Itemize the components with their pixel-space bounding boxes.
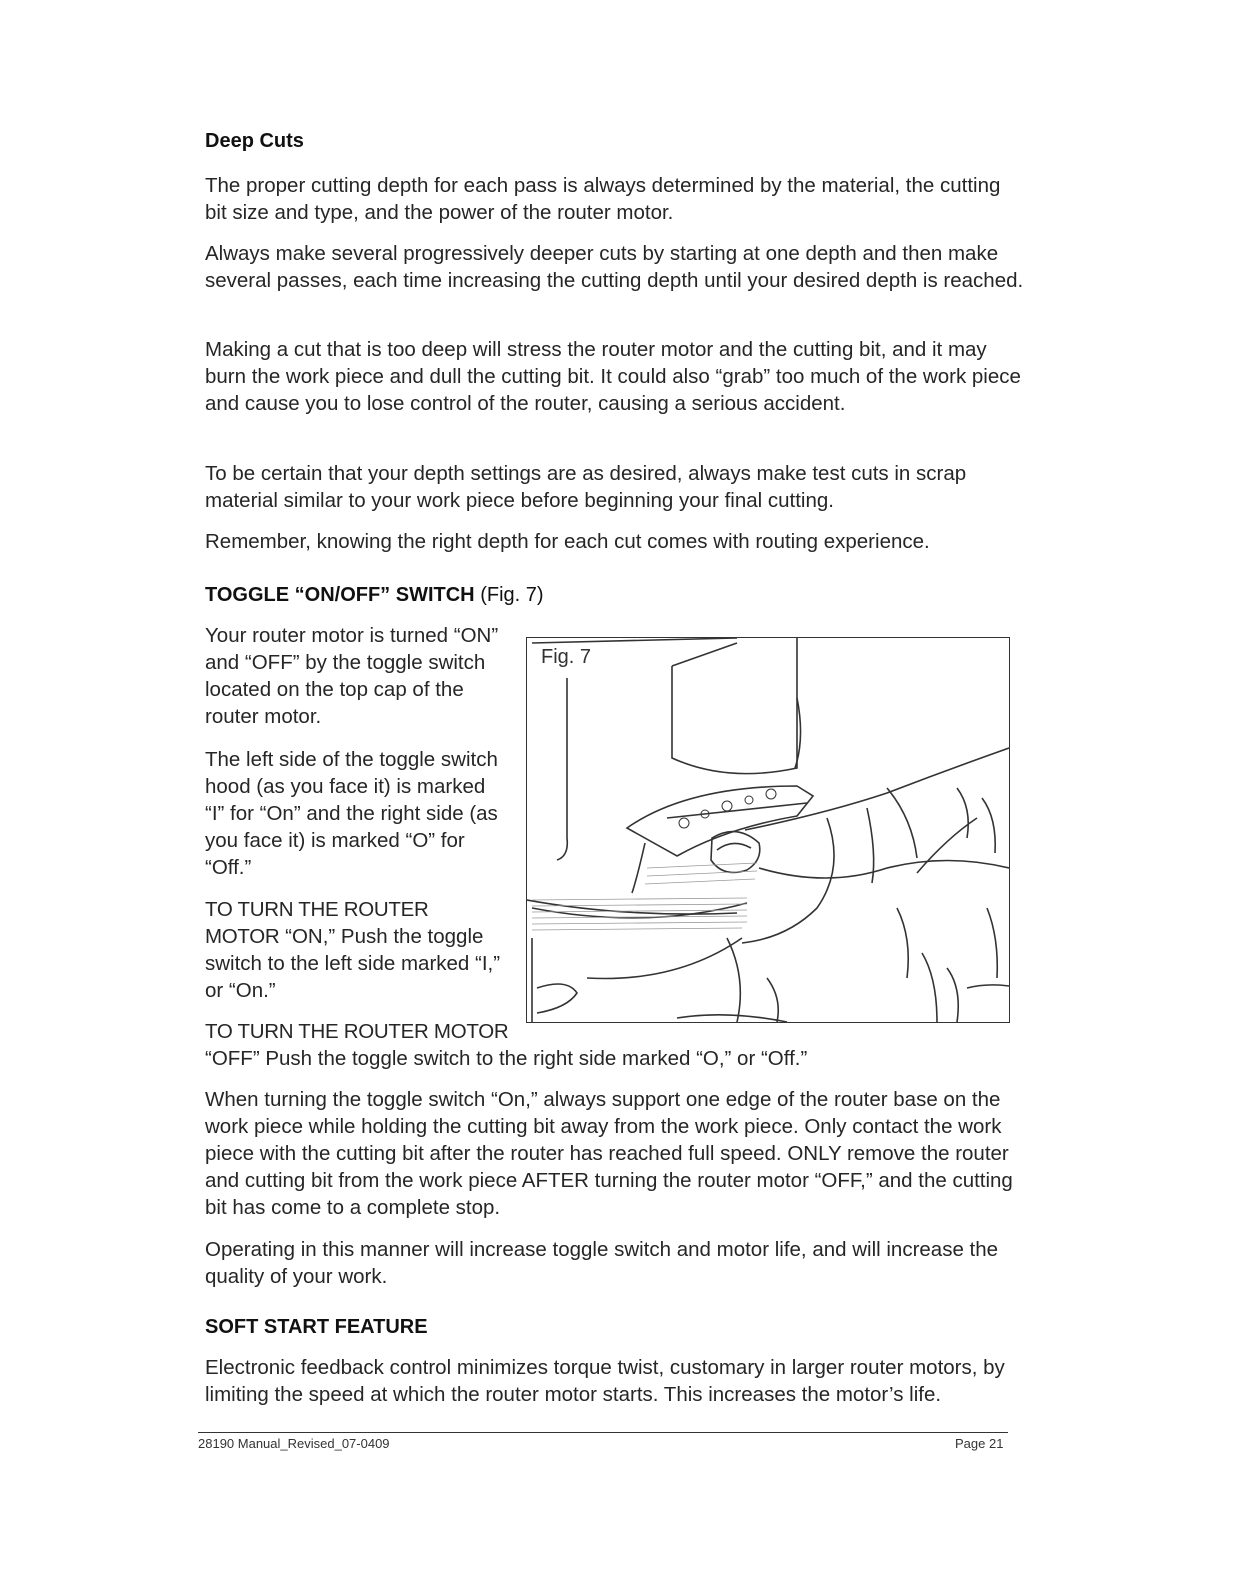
toggle-switch-heading-text: TOGGLE “ON/OFF” SWITCH xyxy=(205,584,475,606)
soft-start-paragraph: Electronic feedback control minimizes torque twist, customary in larger router motors, by limiting the speed at which the router motor starts. This increases the motor’s life. xyxy=(205,1356,1005,1406)
toggle-off-caps: TO TURN THE ROUTER MOTOR xyxy=(205,1020,509,1043)
figure-label: Fig. 7 xyxy=(541,646,592,668)
toggle-on-text: “ON,” Push the toggle switch to the left side marked “I,” or “On.” xyxy=(205,925,501,1002)
toggle-paragraph-1: Your router motor is turned “ON” and “OFF” by the toggle switch located on the top cap of the router motor. xyxy=(205,624,499,728)
toggle-off-text: “OFF” Push the toggle switch to the right side marked “O,” or “Off.” xyxy=(205,1047,808,1070)
toggle-on-instruction xyxy=(205,896,505,1004)
router-toggle-switch-illustration-icon xyxy=(527,638,1009,1022)
toggle-paragraph-4: Operating in this manner will increase toggle switch and motor life, and will increase the quality of your work. xyxy=(205,1238,999,1288)
toggle-on-caps: TO TURN THE ROUTER MOTOR xyxy=(205,898,429,948)
toggle-paragraph-3: When turning the toggle switch “On,” always support one edge of the router base on the work piece while holding the cutting bit away from the work piece. Only contact the work piece with the cutting bit after the router has reached full speed. ONLY remove the router and cutting bit from the work piece AFTER turning the router motor “OFF,” and the cutting bit has come to a complete stop. xyxy=(205,1088,1013,1219)
soft-start-heading: SOFT START FEATURE xyxy=(205,1316,428,1338)
toggle-paragraph-2: The left side of the toggle switch hood (as you face it) is marked “I” for “On” and the right side (as you face it) is marked “O” for “Off.” xyxy=(205,748,498,879)
toggle-switch-heading xyxy=(205,584,544,607)
footer-document-id: 28190 Manual_Revised_07-0409 xyxy=(198,1436,390,1451)
deep-cuts-paragraph-3: Making a cut that is too deep will stress the router motor and the cutting bit, and it may burn the work piece and dull the cutting bit. It could also “grab” too much of the work piece and cause you to lose control of the router, causing a serious accident. xyxy=(205,338,1021,415)
footer-page-number: Page 21 xyxy=(955,1436,1004,1451)
figure-7 xyxy=(526,637,1010,1023)
deep-cuts-paragraph-4: To be certain that your depth settings are as desired, always make test cuts in scrap material similar to your work piece before beginning your final cutting. xyxy=(205,462,967,512)
toggle-off-instruction xyxy=(205,1018,1025,1072)
deep-cuts-paragraph-5: Remember, knowing the right depth for each cut comes with routing experience. xyxy=(205,530,930,553)
deep-cuts-paragraph-2: Always make several progressively deeper cuts by starting at one depth and then make several passes, each time increasing the cutting depth until your desired depth is reached. xyxy=(205,242,1024,292)
footer-rule xyxy=(198,1432,1008,1433)
toggle-switch-figure-ref: (Fig. 7) xyxy=(480,584,544,606)
deep-cuts-paragraph-1: The proper cutting depth for each pass is always determined by the material, the cutting bit size and type, and the power of the router motor. xyxy=(205,174,1001,224)
deep-cuts-heading: Deep Cuts xyxy=(205,130,304,152)
